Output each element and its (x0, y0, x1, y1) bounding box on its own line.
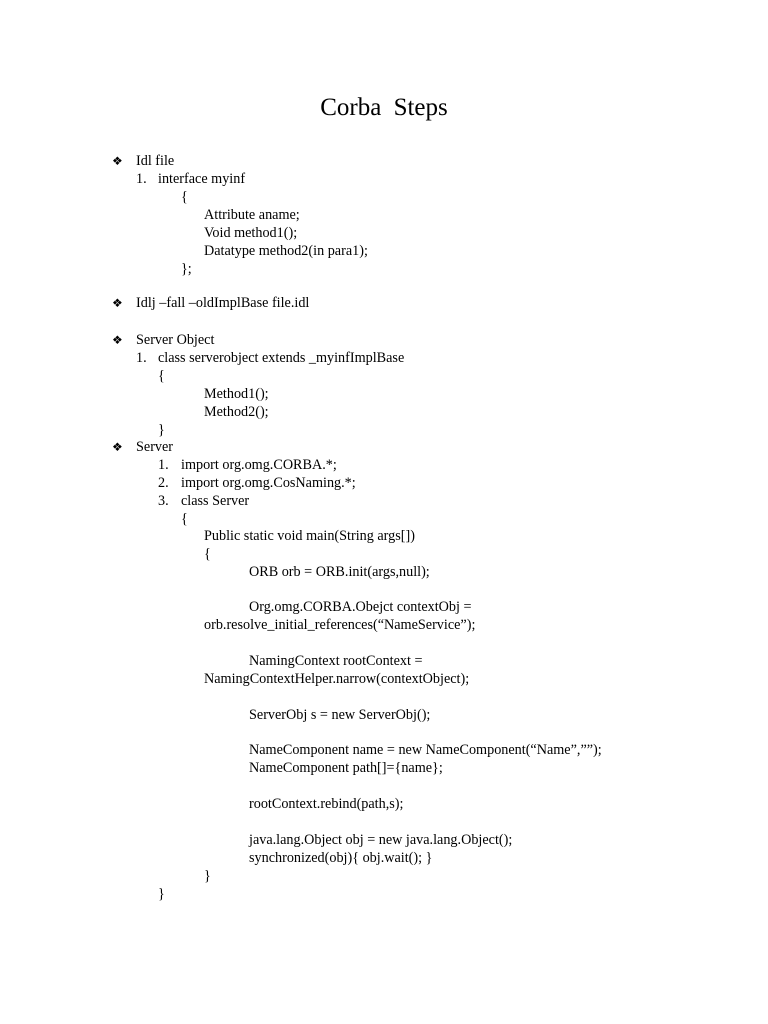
code-line: { (181, 511, 188, 527)
code-line: Datatype method2(in para1); (204, 243, 368, 259)
code-line: Attribute aname; (204, 207, 300, 223)
list-number: 1. (158, 457, 169, 473)
code-line: Void method1(); (204, 225, 298, 241)
idl-heading: Idl file (136, 153, 175, 169)
code-line: import org.omg.CORBA.*; (181, 457, 337, 473)
code-line: { (204, 546, 211, 562)
code-line: NamingContext rootContext = (249, 653, 423, 669)
code-line: orb.resolve_initial_references(“NameService”); (204, 617, 476, 633)
code-line: }; (181, 261, 192, 277)
list-number: 3. (158, 493, 169, 509)
code-line: { (158, 368, 165, 384)
code-line: Method1(); (204, 386, 269, 402)
code-line: NameComponent name = new NameComponent(“Name”,””); (249, 742, 602, 758)
code-line: { (181, 189, 188, 205)
code-line: interface myinf (158, 171, 246, 187)
code-line: } (158, 422, 165, 438)
code-line: java.lang.Object obj = new java.lang.Object(); (249, 832, 513, 848)
code-line: NameComponent path[]={name}; (249, 760, 443, 776)
code-line: import org.omg.CosNaming.*; (181, 475, 356, 491)
code-line: synchronized(obj){ obj.wait(); } (249, 850, 433, 866)
code-line: Org.omg.CORBA.Obejct contextObj = (249, 599, 472, 615)
diamond-bullet-icon: ❖ (112, 154, 123, 168)
code-line: NamingContextHelper.narrow(contextObject); (204, 671, 470, 687)
code-line: rootContext.rebind(path,s); (249, 796, 404, 812)
diamond-bullet-icon: ❖ (112, 333, 123, 347)
list-number: 1. (136, 171, 147, 187)
code-line: ORB orb = ORB.init(args,null); (249, 564, 430, 580)
list-number: 2. (158, 475, 169, 491)
page-title: Corba Steps (320, 94, 448, 121)
code-line: class Server (181, 493, 250, 509)
server-object-heading: Server Object (136, 332, 215, 348)
server-heading: Server (136, 439, 174, 455)
code-line: Public static void main(String args[]) (204, 528, 415, 544)
idlj-heading: Idlj –fall –oldImplBase file.idl (136, 295, 310, 311)
code-line: class serverobject extends _myinfImplBase (158, 350, 405, 366)
code-line: } (158, 886, 165, 902)
diamond-bullet-icon: ❖ (112, 440, 123, 454)
code-line: } (204, 868, 211, 884)
code-line: Method2(); (204, 404, 269, 420)
list-number: 1. (136, 350, 147, 366)
diamond-bullet-icon: ❖ (112, 296, 123, 310)
code-line: ServerObj s = new ServerObj(); (249, 707, 431, 723)
